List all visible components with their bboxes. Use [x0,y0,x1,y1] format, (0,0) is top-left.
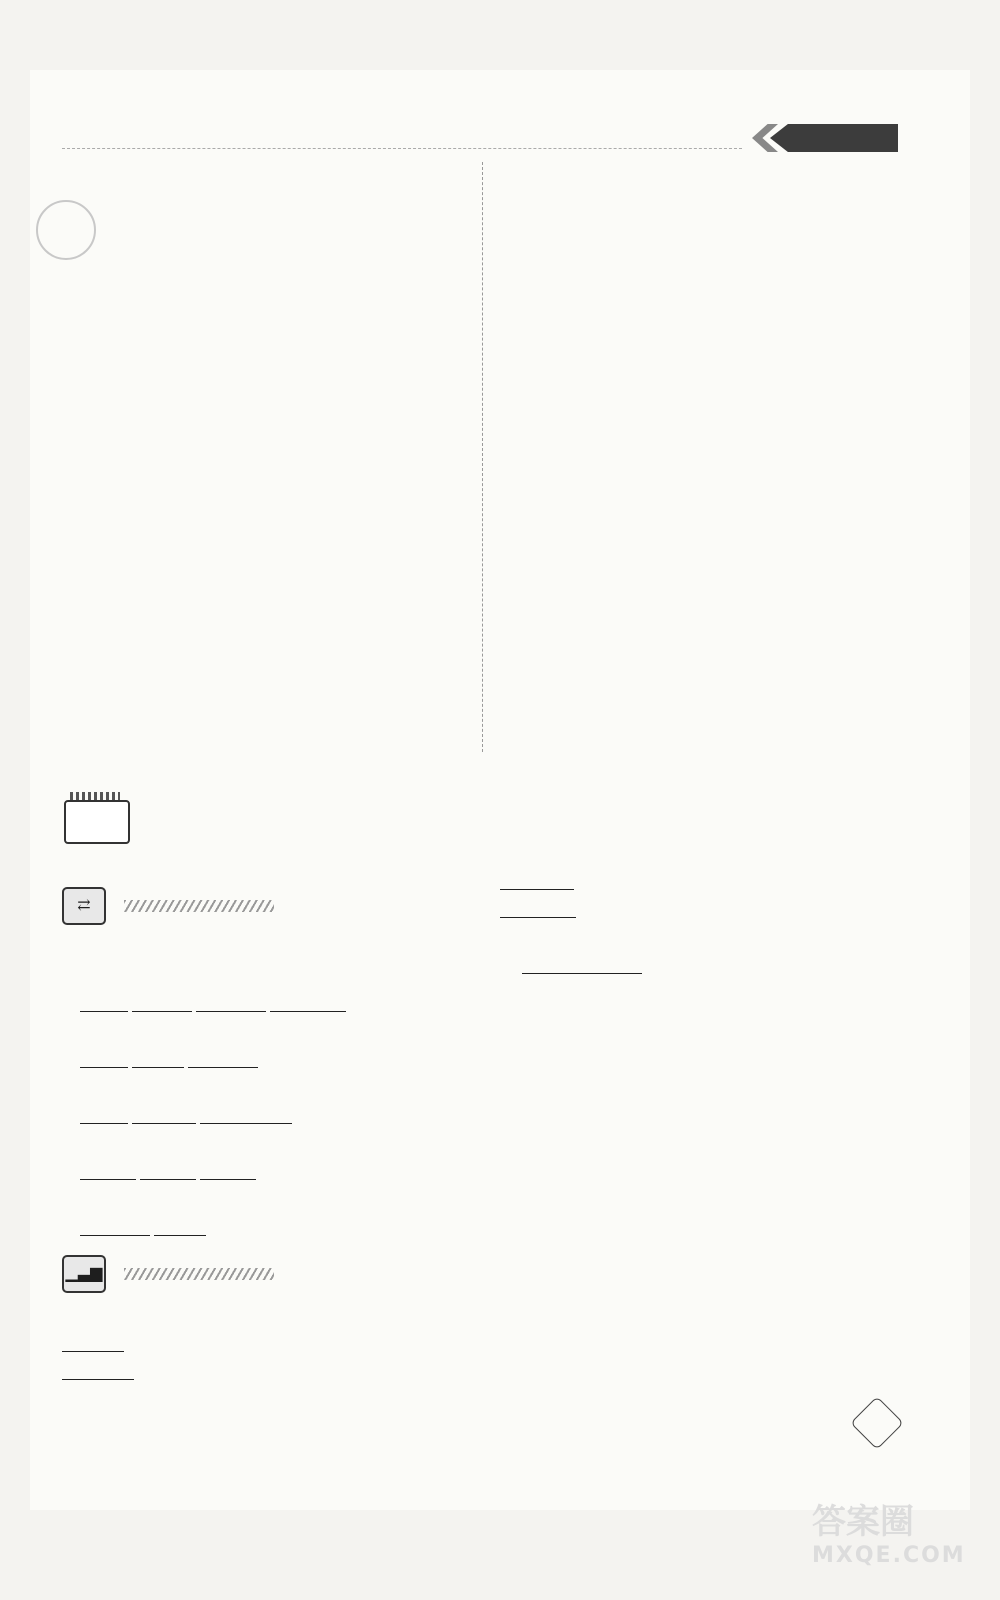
q5-answer-line [80,1218,206,1246]
q9-line [500,900,576,928]
watermark-domain: MXQE.COM [812,1543,966,1568]
header-rule [62,148,742,149]
q2-blank-3 [188,1067,258,1068]
day-label [64,800,130,844]
week-label [638,112,650,146]
q2-answer-line [80,1050,258,1078]
q4-blank-3 [200,1179,256,1180]
bar-chart-icon: ▁▃▆ [62,1255,106,1293]
q6-line [62,1334,124,1362]
q7-blank [62,1379,134,1380]
q8-blank [500,889,574,890]
stamp-seal [36,200,96,260]
q1-blank-4 [270,1011,346,1012]
q1-blank-2 [132,1011,192,1012]
section-stripe [124,900,274,912]
q3-answer-line [80,1106,292,1134]
q3-blank-2 [132,1123,196,1124]
watermark-logo-text: 答案圈 [812,1502,914,1542]
q2-blank-1 [80,1067,128,1068]
section-practice-header [62,1256,274,1292]
header-tag [770,124,898,152]
section-stripe [124,1268,274,1280]
q10-blank [522,973,642,974]
q8-line [500,872,574,900]
q2-blank-2 [132,1067,184,1068]
section-review-header [62,888,274,924]
q1-answer-line [80,994,346,1022]
watermark [812,1494,966,1568]
q7-line [62,1362,134,1390]
q3-blank-1 [80,1123,128,1124]
q5-blank-1 [80,1235,150,1236]
calendar-rings-icon [70,792,120,800]
q1-blank-1 [80,1011,128,1012]
q4-answer-line [80,1162,256,1190]
q9-blank [500,917,576,918]
page-sheet [30,70,970,1510]
q1-blank-3 [196,1011,266,1012]
arrows-icon: ⇄ [62,887,106,925]
q6-blank [62,1351,124,1352]
q3-blank-3 [200,1123,292,1124]
column-divider [482,162,483,752]
q4-blank-1 [80,1179,136,1180]
q10-answer-line [522,956,642,984]
q4-blank-2 [140,1179,196,1180]
q5-blank-2 [154,1235,206,1236]
